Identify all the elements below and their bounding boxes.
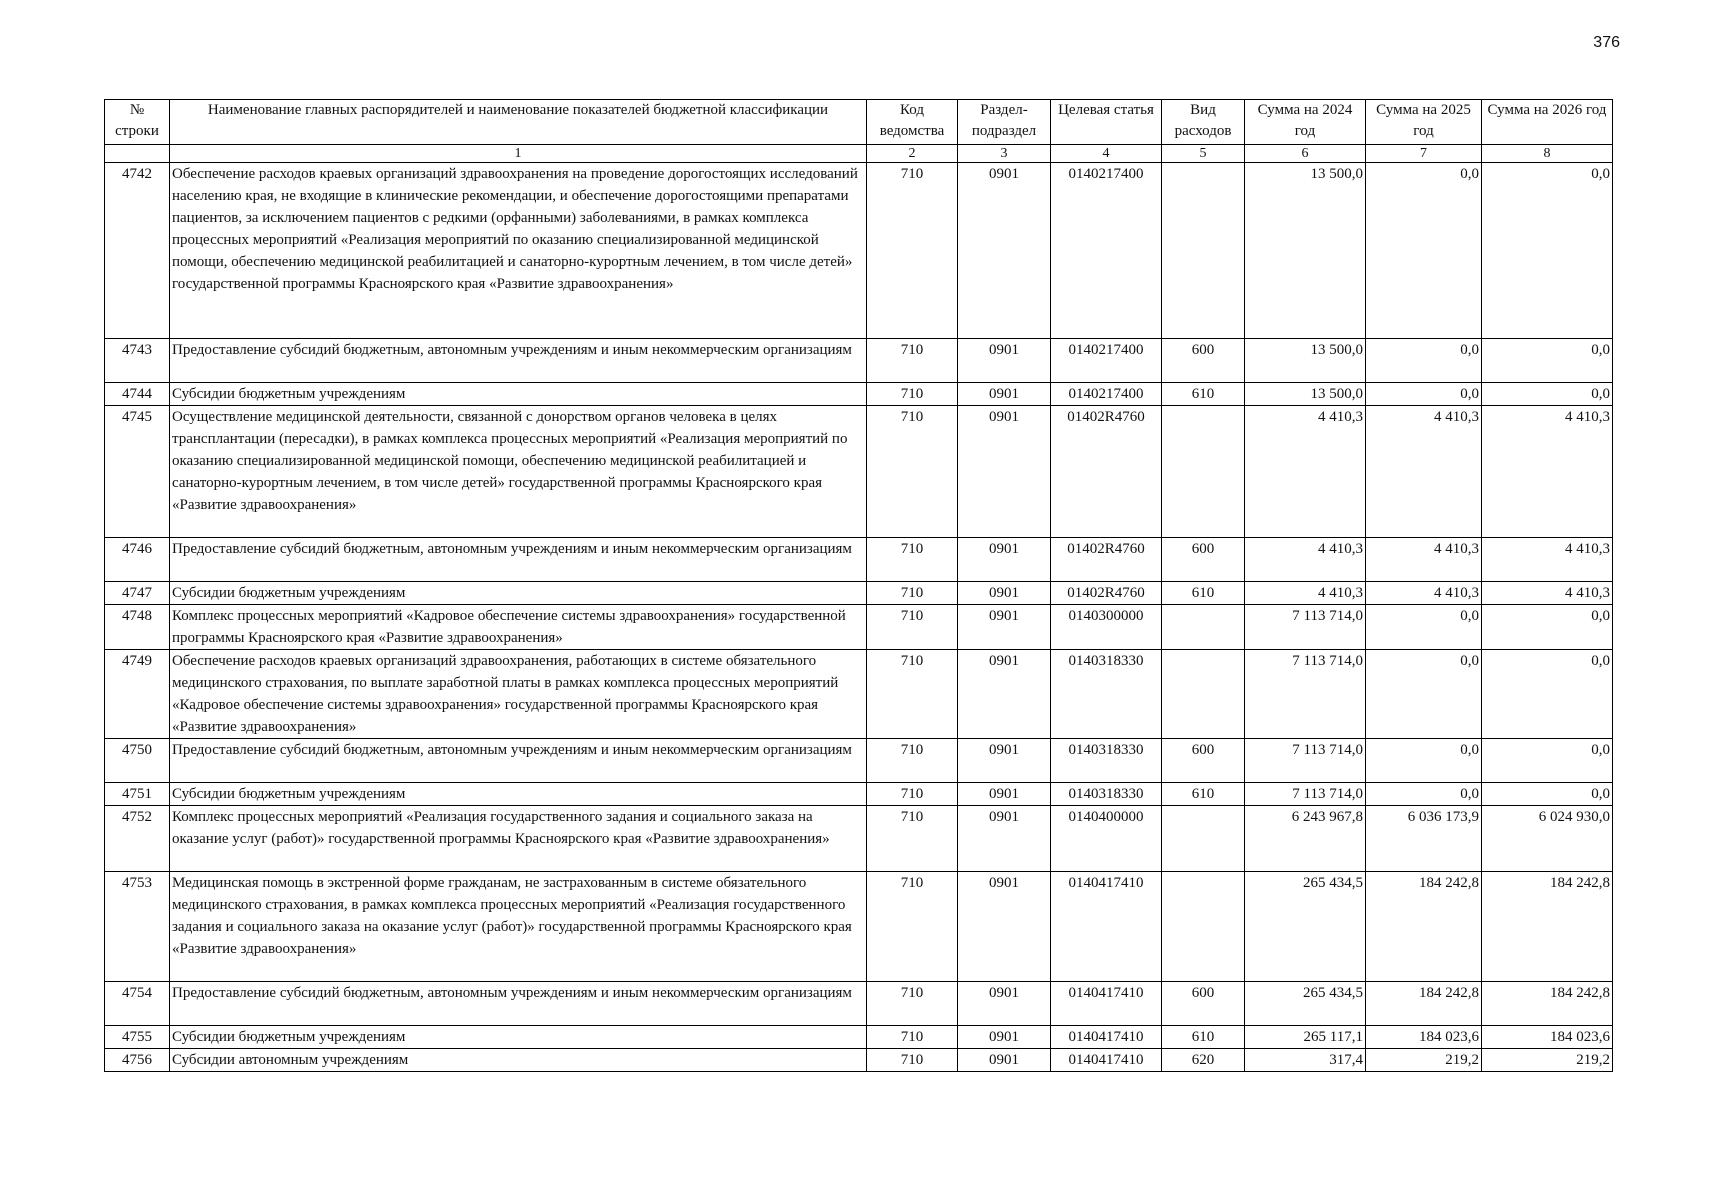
- row-number: 4750: [105, 739, 170, 783]
- sum-2026: 184 242,8: [1482, 872, 1613, 982]
- column-number: 8: [1482, 145, 1613, 163]
- table-row: [105, 605, 1613, 650]
- sum-2024: 7 113 714,0: [1245, 605, 1366, 650]
- table-row: [105, 538, 1613, 582]
- sum-2025: 0,0: [1366, 783, 1482, 806]
- department-code: 710: [867, 1049, 958, 1072]
- sum-2026: 0,0: [1482, 783, 1613, 806]
- sum-2025: 219,2: [1366, 1049, 1482, 1072]
- sum-2025: 0,0: [1366, 605, 1482, 650]
- column-number: 5: [1162, 145, 1245, 163]
- header-sum-2025: Сумма на 2025 год: [1366, 100, 1482, 145]
- department-code: 710: [867, 383, 958, 406]
- sum-2026: 0,0: [1482, 605, 1613, 650]
- section-code: 0901: [958, 538, 1051, 582]
- sum-2025: 4 410,3: [1366, 538, 1482, 582]
- table-row: [105, 339, 1613, 383]
- item-name: Медицинская помощь в экстренной форме гражданам, не застрахованным в системе обязательного медицинского страхования, в рамках комплекса процессных мероприятий «Реализация государственного задания и социального заказа на оказание услуг (работ)» государственной программы Красноярского края «Развитие здравоохранения»: [170, 872, 867, 982]
- column-number: 7: [1366, 145, 1482, 163]
- target-article: 0140217400: [1051, 383, 1162, 406]
- department-code: 710: [867, 1026, 958, 1049]
- header-section: Раздел-подраздел: [958, 100, 1051, 145]
- sum-2026: 184 023,6: [1482, 1026, 1613, 1049]
- target-article: 0140318330: [1051, 650, 1162, 739]
- sum-2025: 0,0: [1366, 163, 1482, 339]
- expense-type: 610: [1162, 383, 1245, 406]
- item-name: Комплекс процессных мероприятий «Кадровое обеспечение системы здравоохранения» государственной программы Красноярского края «Развитие здравоохранения»: [170, 605, 867, 650]
- sum-2025: 0,0: [1366, 383, 1482, 406]
- expense-type: [1162, 806, 1245, 872]
- sum-2026: 219,2: [1482, 1049, 1613, 1072]
- table-row: [105, 982, 1613, 1026]
- row-number: 4751: [105, 783, 170, 806]
- department-code: 710: [867, 982, 958, 1026]
- budget-table: [104, 99, 1613, 1072]
- row-number: 4747: [105, 582, 170, 605]
- sum-2025: 4 410,3: [1366, 582, 1482, 605]
- page-number: 376: [1593, 34, 1620, 51]
- section-code: 0901: [958, 982, 1051, 1026]
- target-article: 0140417410: [1051, 1049, 1162, 1072]
- sum-2024: 13 500,0: [1245, 339, 1366, 383]
- target-article: 0140217400: [1051, 163, 1162, 339]
- row-number: 4743: [105, 339, 170, 383]
- department-code: 710: [867, 605, 958, 650]
- sum-2026: 4 410,3: [1482, 582, 1613, 605]
- section-code: 0901: [958, 650, 1051, 739]
- expense-type: 600: [1162, 739, 1245, 783]
- sum-2024: 265 434,5: [1245, 872, 1366, 982]
- department-code: 710: [867, 806, 958, 872]
- section-code: 0901: [958, 806, 1051, 872]
- sum-2026: 0,0: [1482, 739, 1613, 783]
- sum-2026: 4 410,3: [1482, 406, 1613, 538]
- header-name: Наименование главных распорядителей и наименование показателей бюджетной классификации: [170, 100, 867, 145]
- column-number: 4: [1051, 145, 1162, 163]
- sum-2025: 184 242,8: [1366, 982, 1482, 1026]
- column-number: 2: [867, 145, 958, 163]
- expense-type: 610: [1162, 582, 1245, 605]
- column-number: 1: [170, 145, 867, 163]
- table-row: [105, 872, 1613, 982]
- sum-2025: 0,0: [1366, 339, 1482, 383]
- sum-2024: 4 410,3: [1245, 406, 1366, 538]
- table-row: [105, 163, 1613, 339]
- department-code: 710: [867, 406, 958, 538]
- target-article: 0140318330: [1051, 739, 1162, 783]
- table-body: [105, 163, 1613, 1072]
- column-number: [105, 145, 170, 163]
- sum-2025: 6 036 173,9: [1366, 806, 1482, 872]
- sum-2026: 0,0: [1482, 163, 1613, 339]
- header-row: [105, 100, 1613, 145]
- department-code: 710: [867, 783, 958, 806]
- expense-type: 600: [1162, 982, 1245, 1026]
- header-sum-2024: Сумма на 2024 год: [1245, 100, 1366, 145]
- sum-2025: 0,0: [1366, 739, 1482, 783]
- sum-2024: 6 243 967,8: [1245, 806, 1366, 872]
- header-target-article: Целевая статья: [1051, 100, 1162, 145]
- sum-2026: 0,0: [1482, 383, 1613, 406]
- expense-type: [1162, 605, 1245, 650]
- expense-type: [1162, 163, 1245, 339]
- department-code: 710: [867, 872, 958, 982]
- column-number-row: [105, 145, 1613, 163]
- target-article: 0140217400: [1051, 339, 1162, 383]
- sum-2024: 4 410,3: [1245, 538, 1366, 582]
- target-article: 0140318330: [1051, 783, 1162, 806]
- row-number: 4744: [105, 383, 170, 406]
- table-row: [105, 406, 1613, 538]
- header-row-number: № строки: [105, 100, 170, 145]
- item-name: Субсидии бюджетным учреждениям: [170, 582, 867, 605]
- item-name: Предоставление субсидий бюджетным, автономным учреждениям и иным некоммерческим организациям: [170, 538, 867, 582]
- sum-2026: 184 242,8: [1482, 982, 1613, 1026]
- section-code: 0901: [958, 582, 1051, 605]
- department-code: 710: [867, 339, 958, 383]
- table-row: [105, 1026, 1613, 1049]
- expense-type: [1162, 872, 1245, 982]
- item-name: Предоставление субсидий бюджетным, автономным учреждениям и иным некоммерческим организациям: [170, 339, 867, 383]
- item-name: Обеспечение расходов краевых организаций здравоохранения, работающих в системе обязательного медицинского страхования, по выплате заработной платы в рамках комплекса процессных мероприятий «Кадровое обеспечение системы здравоохранения» государственной программы Красноярского края «Развитие здравоохранения»: [170, 650, 867, 739]
- target-article: 0140400000: [1051, 806, 1162, 872]
- item-name: Субсидии автономным учреждениям: [170, 1049, 867, 1072]
- target-article: 0140417410: [1051, 1026, 1162, 1049]
- item-name: Субсидии бюджетным учреждениям: [170, 1026, 867, 1049]
- sum-2026: 4 410,3: [1482, 538, 1613, 582]
- section-code: 0901: [958, 163, 1051, 339]
- sum-2024: 265 117,1: [1245, 1026, 1366, 1049]
- section-code: 0901: [958, 339, 1051, 383]
- section-code: 0901: [958, 872, 1051, 982]
- row-number: 4748: [105, 605, 170, 650]
- item-name: Субсидии бюджетным учреждениям: [170, 783, 867, 806]
- row-number: 4756: [105, 1049, 170, 1072]
- sum-2026: 0,0: [1482, 650, 1613, 739]
- sum-2024: 7 113 714,0: [1245, 650, 1366, 739]
- section-code: 0901: [958, 1049, 1051, 1072]
- row-number: 4745: [105, 406, 170, 538]
- sum-2024: 317,4: [1245, 1049, 1366, 1072]
- section-code: 0901: [958, 406, 1051, 538]
- expense-type: 610: [1162, 783, 1245, 806]
- department-code: 710: [867, 538, 958, 582]
- row-number: 4749: [105, 650, 170, 739]
- table-row: [105, 806, 1613, 872]
- expense-type: 600: [1162, 339, 1245, 383]
- sum-2025: 184 023,6: [1366, 1026, 1482, 1049]
- sum-2025: 4 410,3: [1366, 406, 1482, 538]
- column-number: 3: [958, 145, 1051, 163]
- sum-2024: 7 113 714,0: [1245, 739, 1366, 783]
- section-code: 0901: [958, 739, 1051, 783]
- sum-2025: 0,0: [1366, 650, 1482, 739]
- sum-2024: 4 410,3: [1245, 582, 1366, 605]
- target-article: 0140417410: [1051, 982, 1162, 1026]
- table-row: [105, 582, 1613, 605]
- row-number: 4754: [105, 982, 170, 1026]
- target-article: 0140417410: [1051, 872, 1162, 982]
- section-code: 0901: [958, 783, 1051, 806]
- table-row: [105, 739, 1613, 783]
- sum-2024: 13 500,0: [1245, 383, 1366, 406]
- expense-type: 610: [1162, 1026, 1245, 1049]
- sum-2025: 184 242,8: [1366, 872, 1482, 982]
- table-row: [105, 783, 1613, 806]
- sum-2024: 13 500,0: [1245, 163, 1366, 339]
- item-name: Предоставление субсидий бюджетным, автономным учреждениям и иным некоммерческим организациям: [170, 739, 867, 783]
- item-name: Комплекс процессных мероприятий «Реализация государственного задания и социального заказа на оказание услуг (работ)» государственной программы Красноярского края «Развитие здравоохранения»: [170, 806, 867, 872]
- expense-type: 600: [1162, 538, 1245, 582]
- expense-type: 620: [1162, 1049, 1245, 1072]
- target-article: 01402R4760: [1051, 582, 1162, 605]
- item-name: Субсидии бюджетным учреждениям: [170, 383, 867, 406]
- target-article: 01402R4760: [1051, 406, 1162, 538]
- row-number: 4746: [105, 538, 170, 582]
- row-number: 4755: [105, 1026, 170, 1049]
- table-row: [105, 650, 1613, 739]
- sum-2024: 265 434,5: [1245, 982, 1366, 1026]
- section-code: 0901: [958, 383, 1051, 406]
- header-expense-type: Вид расходов: [1162, 100, 1245, 145]
- department-code: 710: [867, 650, 958, 739]
- table-row: [105, 383, 1613, 406]
- section-code: 0901: [958, 1026, 1051, 1049]
- header-sum-2026: Сумма на 2026 год: [1482, 100, 1613, 145]
- sum-2026: 0,0: [1482, 339, 1613, 383]
- item-name: Обеспечение расходов краевых организаций здравоохранения на проведение дорогостоящих исследований населению края, не входящие в клинические рекомендации, и обеспечение дорогостоящими препаратами пациентов, за исключением пациентов с редкими (орфанными) заболеваниями, в рамках комплекса процессных мероприятий «Реализация мероприятий по оказанию специализированной медицинской помощи, обеспечению медицинской реабилитацией и санаторно-курортным лечением, в том числе детей» государственной программы Красноярского края «Развитие здравоохранения»: [170, 163, 867, 339]
- row-number: 4753: [105, 872, 170, 982]
- item-name: Предоставление субсидий бюджетным, автономным учреждениям и иным некоммерческим организациям: [170, 982, 867, 1026]
- department-code: 710: [867, 582, 958, 605]
- expense-type: [1162, 650, 1245, 739]
- sum-2026: 6 024 930,0: [1482, 806, 1613, 872]
- sum-2024: 7 113 714,0: [1245, 783, 1366, 806]
- row-number: 4742: [105, 163, 170, 339]
- column-number: 6: [1245, 145, 1366, 163]
- expense-type: [1162, 406, 1245, 538]
- row-number: 4752: [105, 806, 170, 872]
- table-row: [105, 1049, 1613, 1072]
- target-article: 0140300000: [1051, 605, 1162, 650]
- department-code: 710: [867, 163, 958, 339]
- target-article: 01402R4760: [1051, 538, 1162, 582]
- section-code: 0901: [958, 605, 1051, 650]
- item-name: Осуществление медицинской деятельности, связанной с донорством органов человека в целях трансплантации (пересадки), в рамках комплекса процессных мероприятий «Реализация мероприятий по оказанию специализированной медицинской помощи, обеспечению медицинской реабилитацией и санаторно-курортным лечением, в том числе детей» государственной программы Красноярского края «Развитие здравоохранения»: [170, 406, 867, 538]
- department-code: 710: [867, 739, 958, 783]
- header-department-code: Код ведомства: [867, 100, 958, 145]
